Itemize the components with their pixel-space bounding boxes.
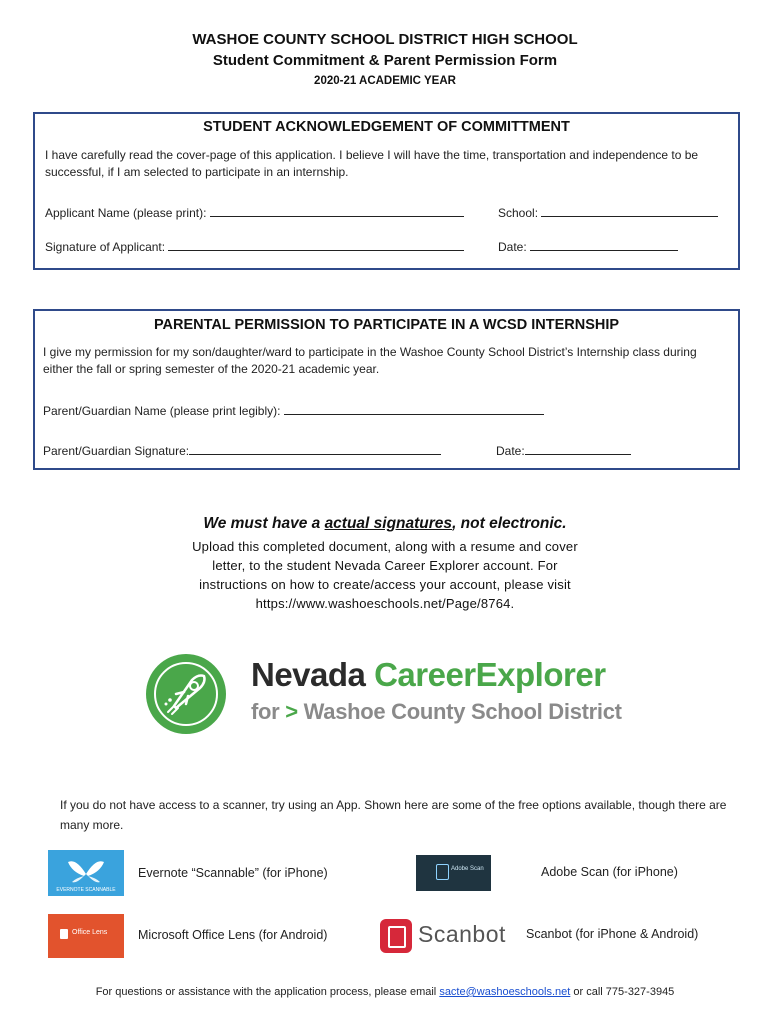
adobe-scan-icon[interactable] bbox=[416, 855, 491, 891]
upload-instructions-line: Upload this completed document, along with a resume and cover bbox=[192, 539, 578, 554]
upload-instructions-line: instructions on how to create/access your account, please visit bbox=[199, 577, 571, 592]
form-title: Student Commitment & Parent Permission Form bbox=[212, 52, 558, 69]
upload-instructions bbox=[0, 537, 770, 613]
office-lens-icon[interactable] bbox=[48, 914, 124, 958]
scannable-icon[interactable] bbox=[48, 850, 124, 896]
adobe-scan-label: Adobe Scan (for iPhone) bbox=[541, 865, 678, 879]
parent-signature-line[interactable] bbox=[189, 443, 441, 455]
office-logo-icon bbox=[60, 929, 68, 939]
logo-word-careerexplorer: CareerExplorer bbox=[374, 656, 606, 693]
upload-instructions-line: letter, to the student Nevada Career Explorer account. For bbox=[212, 558, 558, 573]
office-lens-label: Microsoft Office Lens (for Android) bbox=[138, 928, 328, 942]
scanbot-badge bbox=[380, 919, 412, 953]
nevada-career-explorer-logo bbox=[251, 656, 606, 694]
parent-name-field[interactable] bbox=[43, 403, 544, 418]
logo-sub-for: for bbox=[251, 699, 280, 724]
parent-section-title: PARENTAL PERMISSION TO PARTICIPATE IN A WCSD INTERNSHIP bbox=[153, 317, 620, 333]
applicant-date-label: Date: bbox=[498, 240, 527, 254]
school-field[interactable] bbox=[498, 205, 718, 220]
form-district-title: WASHOE COUNTY SCHOOL DISTRICT HIGH SCHOOL bbox=[192, 31, 578, 48]
parental-permission-section bbox=[33, 309, 740, 470]
notice-title-underlined: actual signatures bbox=[324, 515, 453, 532]
applicant-name-line[interactable] bbox=[210, 205, 464, 217]
office-lens-icon-text: Office Lens bbox=[72, 929, 108, 936]
adobe-scan-icon-text: Adobe Scan bbox=[451, 866, 484, 872]
applicant-signature-field[interactable] bbox=[45, 239, 464, 254]
parent-signature-label: Parent/Guardian Signature: bbox=[43, 444, 190, 458]
chevron-right-icon: > bbox=[285, 699, 298, 724]
logo-subtitle bbox=[251, 699, 622, 725]
scannable-icon-text: EVERNOTE SCANNABLE bbox=[56, 887, 116, 893]
parent-date-field[interactable] bbox=[496, 443, 631, 458]
parent-statement: I give my permission for my son/daughter/ward to participate in the Washoe County School District’s Internship class during either the fall or spring semester of the 2020-21 academic year. bbox=[43, 345, 697, 376]
scanbot-wordmark: Scanbot bbox=[418, 921, 506, 947]
academic-year: 2020-21 ACADEMIC YEAR bbox=[314, 75, 456, 87]
document-icon bbox=[388, 926, 406, 948]
applicant-date-field[interactable] bbox=[498, 239, 678, 254]
instructions-url[interactable]: https://www.washoeschools.net/Page/8764. bbox=[255, 596, 515, 611]
school-line[interactable] bbox=[541, 205, 718, 217]
logo-word-nevada: Nevada bbox=[251, 656, 375, 693]
evernote-scannable-label: Evernote “Scannable” (for iPhone) bbox=[138, 866, 328, 880]
applicant-signature-line[interactable] bbox=[168, 239, 464, 251]
notice-title-pre: We must have a bbox=[203, 515, 325, 532]
signature-notice bbox=[0, 515, 770, 533]
scanbot-icon[interactable] bbox=[378, 917, 508, 955]
student-section-title: STUDENT ACKNOWLEDGEMENT OF COMMITTMENT bbox=[203, 119, 570, 135]
applicant-date-line[interactable] bbox=[530, 239, 678, 251]
contact-email-link[interactable]: sacte@washoeschools.net bbox=[439, 986, 571, 998]
document-icon bbox=[436, 864, 449, 880]
parent-date-label: Date: bbox=[496, 444, 525, 458]
rocket-icon bbox=[146, 654, 226, 734]
applicant-name-label: Applicant Name (please print): bbox=[45, 206, 207, 220]
student-statement: I have carefully read the cover-page of this application. I believe I will have the time, transportation and independence to be successful, if I am selected to participate in an internship. bbox=[45, 148, 699, 179]
applicant-signature-label: Signature of Applicant: bbox=[45, 240, 166, 254]
student-acknowledgement-section bbox=[33, 112, 740, 270]
footer-text: For questions or assistance with the application process, please email bbox=[95, 986, 440, 998]
parent-name-label: Parent/Guardian Name (please print legibly): bbox=[43, 404, 281, 418]
notice-title-post: , not electronic. bbox=[452, 515, 567, 532]
parent-date-line[interactable] bbox=[525, 443, 631, 455]
scanbot-label: Scanbot (for iPhone & Android) bbox=[526, 927, 699, 941]
footer-phone-text: or call 775-327-3945 bbox=[570, 986, 675, 998]
scanner-app-intro: If you do not have access to a scanner, try using an App. Shown here are some of the free options available, though there are many more. bbox=[60, 798, 727, 832]
contact-footer bbox=[0, 986, 770, 998]
logo-sub-district: Washoe County School District bbox=[297, 699, 622, 724]
parent-signature-field[interactable] bbox=[43, 443, 441, 458]
school-label: School: bbox=[498, 206, 539, 220]
applicant-name-field[interactable] bbox=[45, 205, 464, 220]
parent-name-line[interactable] bbox=[284, 403, 544, 415]
